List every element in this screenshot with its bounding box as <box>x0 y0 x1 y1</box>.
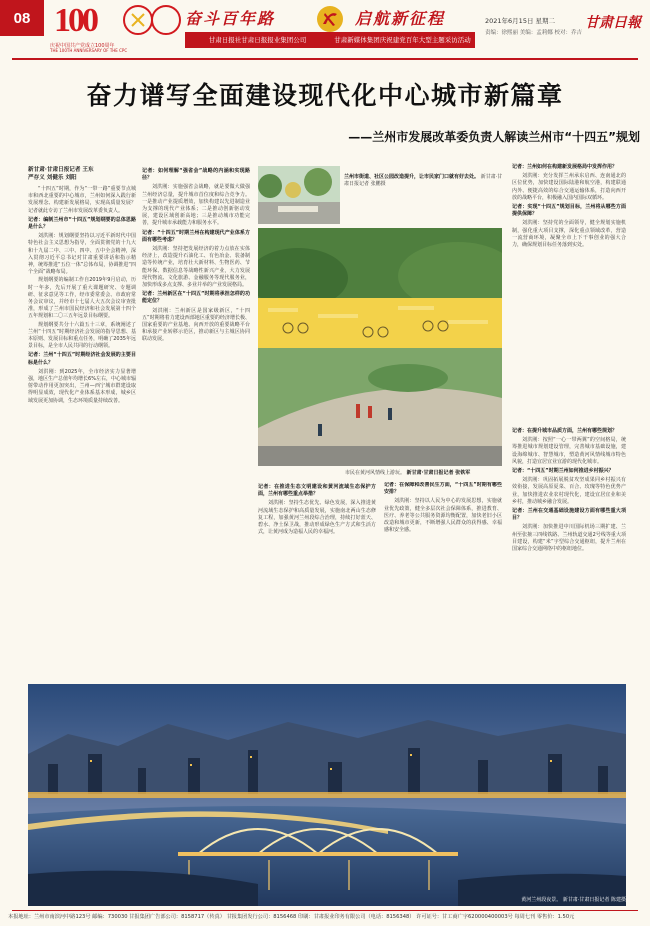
column-4-body <box>512 164 626 249</box>
article-paragraph: “十四五”时期，作为“一带一路”重要节点城市和西北重要的中心城市，兰州如何深入践行新发展理念、构建新发展格局，实现高质量发展？记者就此专访了兰州市发展改革委负责人。 <box>28 186 136 214</box>
interview-question: 记者：兰州如何在构建新发展格局中发挥作用？ <box>512 164 618 170</box>
newspaper-logo: 甘肃日報 <box>585 15 641 31</box>
article-paragraph: 刘洪刚：按照“一心一带两翼”的空间格局，统筹推进城市规划建设管理，完善城市基础设施，建设海绵城市、智慧城市，塑造黄河风情线城市特色风貌，打造宜居宜业宜游的现代化城市。 <box>512 437 626 465</box>
article-paragraph: 刘洪刚：加快推进中川国际机场三期扩建、兰州至张掖三四线铁路、兰州轨道交通2号线等重大项目建设，构建“米”字型综合交通枢纽，提升兰州在国家综合交通网络中的枢纽地位。 <box>512 524 626 553</box>
banner-strip-right: 甘肃新媒体集团庆祝建党百年大型主题采访活动 <box>334 36 471 44</box>
article-headline: 奋力谱写全面建设现代化中心城市新篇章 <box>86 81 564 110</box>
banner-strip-left: 甘肃日报社甘肃日报报业集团公司 <box>208 36 307 44</box>
interview-question: 记者：在提升城市品质方面，兰州有哪些规划？ <box>512 428 618 434</box>
article-paragraph: 刘洪刚：巩固拓展脱贫攻坚成果同乡村振兴有效衔接，发展高原夏菜、百合、玫瑰等特色优势产业，加快推进农业农村现代化，建设宜居宜业和美乡村，推动城乡融合发展。 <box>512 477 626 505</box>
footer-info: 本报地址：兰州市南滨河中路123号 邮编：730030 甘报集团广告部公司：8158717（传真） 甘报集团发行公司：8156468 印刷：甘肃报业印务有限公司（电话：8156348） 许可证号：甘工商广字620000400003号 每周七刊 零售价：1.50元 <box>8 914 575 920</box>
interview-question: 记者：如何理解“强省会”战略的内涵和实现路径？ <box>142 168 250 182</box>
column-1-body <box>28 186 136 405</box>
editors-line: 责编：徐熙丽 美编：孟莉娜 校对：乔吉 <box>485 30 582 36</box>
mid-photo-caption <box>345 470 505 477</box>
bottom-photo-caption: 黄河兰州段夜景。 新甘肃·甘肃日报记者 陈建摄 <box>521 897 626 903</box>
article-paragraph: 刘洪刚：坚持党的全面领导，健全规划实施机制，强化重大项目支撑，深化重点领域改革，营造一流营商环境，凝聚全市上下干事创业的强大合力，确保规划目标任务落到实处。 <box>512 220 626 249</box>
interview-question: 记者：兰州新区在“十四五”时期将承担怎样的功能定位？ <box>142 291 250 305</box>
park-photo-main <box>258 228 502 466</box>
interview-question: 记者：兰州在交通基础设施建设方面有哪些重大项目？ <box>512 508 626 522</box>
city-night-panorama-image <box>28 684 626 906</box>
byline-line-2: 严存义 刘健乐 刘阳 <box>28 175 77 181</box>
banner-right-title: 启航新征程 <box>355 9 446 28</box>
article-paragraph: 刘洪刚：到2025年，全市经济实力显著增强，地区生产总值年均增长6%左右，中心城市辐射带动作用更加突出，兰州—西宁城市群建设取得明显成效，现代化产业体系基本形成，城乡区域发展更加协调，生态环境质量持续改善。 <box>28 368 136 404</box>
article-column-4 <box>512 162 626 422</box>
mid-photo-credit: 新甘肃·甘肃日报记者 张铁军 <box>406 470 471 476</box>
article-paragraph: 规划纲要共分十六篇五十三章，系统阐述了兰州“十四五”时期经济社会发展的指导思想、基本原则、发展目标和重点任务，明确了2035年远景目标，是全市人民共同的行动纲领。 <box>28 321 136 350</box>
banner-strip <box>185 32 475 48</box>
page-number: 08 <box>0 0 44 36</box>
column-2-body <box>142 168 250 344</box>
park-scene-image <box>258 166 340 224</box>
article-byline <box>28 166 136 182</box>
top-photo-credit: 新甘肃·甘肃日报记者 张鹏摄 <box>344 174 503 187</box>
interview-question: 记者：实现“十四五”规划目标，兰州将从哪些方面提供保障？ <box>512 204 626 218</box>
masthead-divider <box>12 58 638 60</box>
party-emblem-icon <box>315 4 345 34</box>
article-column-5 <box>512 426 626 678</box>
theme-banner <box>185 6 475 52</box>
footer-divider <box>12 910 638 911</box>
yellow-river-night-photo <box>28 684 626 906</box>
article-paragraph: 刘洪刚：实施强省会战略，就是要做大做强兰州经济总量，提升城市首位度和综合竞争力。一是推动产业提质增效，加快构建以先进制造业为支撑的现代产业体系；二是推动创新驱动发展，建设区域创新高地；三是推动城市功能完善，提升城市承载能力和服务水平。 <box>142 184 250 227</box>
article-column-3 <box>258 482 502 678</box>
article-subhead: ——兰州市发展改革委负责人解读兰州市“十四五”规划 <box>348 130 640 144</box>
interview-question: 记者：在推进生态文明建设和黄河流域生态保护方面，兰州有哪些重点举措？ <box>258 484 376 498</box>
article-column-1 <box>28 166 136 678</box>
interview-question: 记者：“十四五”时期兰州在构建现代产业体系方面有哪些考虑？ <box>142 229 250 243</box>
banner-left-title: 奋斗百年路 <box>185 9 276 28</box>
interview-question: 记者：兰州“十四五”时期经济社会发展的主要目标是什么？ <box>28 352 136 366</box>
column-5-body <box>512 428 626 553</box>
anniversary-number: 100 <box>54 2 96 39</box>
article-paragraph: 刘洪刚：兰州新区是国家级新区，“十四五”时期将着力建设西部地区重要的经济增长极、国家重要的产业基地、向西开放的重要战略平台和承接产业转移示范区，推动新区与主城区协同联动发展。 <box>142 307 250 343</box>
mid-photo-caption-text: 市民在黄河风情线上游玩。 <box>345 470 406 476</box>
interview-question: 记者：“十四五”时期兰州如何推进乡村振兴？ <box>512 468 614 475</box>
byline-line-1: 新甘肃·甘肃日报记者 王东 <box>28 167 94 173</box>
masthead <box>0 0 650 62</box>
column-3-body <box>258 482 502 537</box>
article-paragraph: 规划纲要的编制工作自2019年9月启动，历时一年多，先后开展了重大课题研究、专题调研、征求意见等工作，经市委常委会、市政府常务会议审议，并经市十七届人大五次会议审查批准，形成了兰州市国民经济和社会发展第十四个五年规划和二〇三五年远景目标纲要。 <box>28 277 136 320</box>
article-paragraph: 刘洪刚：坚持把发展经济的着力点放在实体经济上，改造提升石油化工、有色冶金、装备制造等传统产业，培育壮大新材料、生物医药、节能环保、数据信息等战略性新兴产业，大力发展现代物流、文化旅游、金融服务等现代服务业，加快形成多点支撑、多业并举的产业发展格局。 <box>142 246 250 289</box>
interview-question: 记者：在保障和改善民生方面，“十四五”时期有哪些安排？ <box>384 482 502 496</box>
anniversary-logo <box>48 2 183 54</box>
park-walkway-image <box>258 228 502 466</box>
park-photo-top <box>258 166 340 224</box>
top-photo-caption <box>344 174 504 188</box>
article-paragraph: 刘洪刚：坚持以人民为中心的发展思想，实施就业优先政策，健全多层次社会保障体系，推进教育、医疗、养老等公共服务资源均衡配置，加快老旧小区改造和城市更新，不断增强人民群众的获得感、幸福感和安全感。 <box>384 498 502 534</box>
anniversary-line2: THE 100TH ANNIVERSARY OF THE CPC <box>50 48 128 53</box>
article-paragraph: 刘洪刚：充分发挥兰州承东启西、连南通北的区位优势，加快建设国际陆港和航空港，构建联通内外、便捷高效的综合交通运输体系，打造向西开放的战略平台，积极融入国内国际双循环。 <box>512 173 626 201</box>
top-photo-caption-text: 兰州市街道、社区公园改造提升，让市民家门口就有好去处。 <box>344 174 480 180</box>
article-column-2 <box>142 166 250 678</box>
issue-date: 2021年6月15日 星期二 <box>485 17 556 25</box>
article-paragraph: 刘洪刚：规划纲要坚持以习近平新时代中国特色社会主义思想为指导，全面贯彻党的十九大和十九届二中、三中、四中、五中全会精神，深入贯彻习近平总书记对甘肃重要讲话和指示精神，统筹推进“五位一体”总体布局，协调推进“四个全面”战略布局。 <box>28 233 136 276</box>
interview-question: 记者：编制兰州市“十四五”规划纲要的总体思路是什么？ <box>28 216 136 231</box>
article-paragraph: 刘洪刚：坚持生态优先、绿色发展，深入推进黄河流域生态保护和高质量发展，实施南北两山生态修复工程，加强黄河兰州段综合治理，持续打好蓝天、碧水、净土保卫战，推动形成绿色生产方式和生活方式，让黄河成为造福人民的幸福河。 <box>258 500 376 536</box>
anniversary-line1: 庆祝中国共产党成立100周年 <box>50 43 115 49</box>
